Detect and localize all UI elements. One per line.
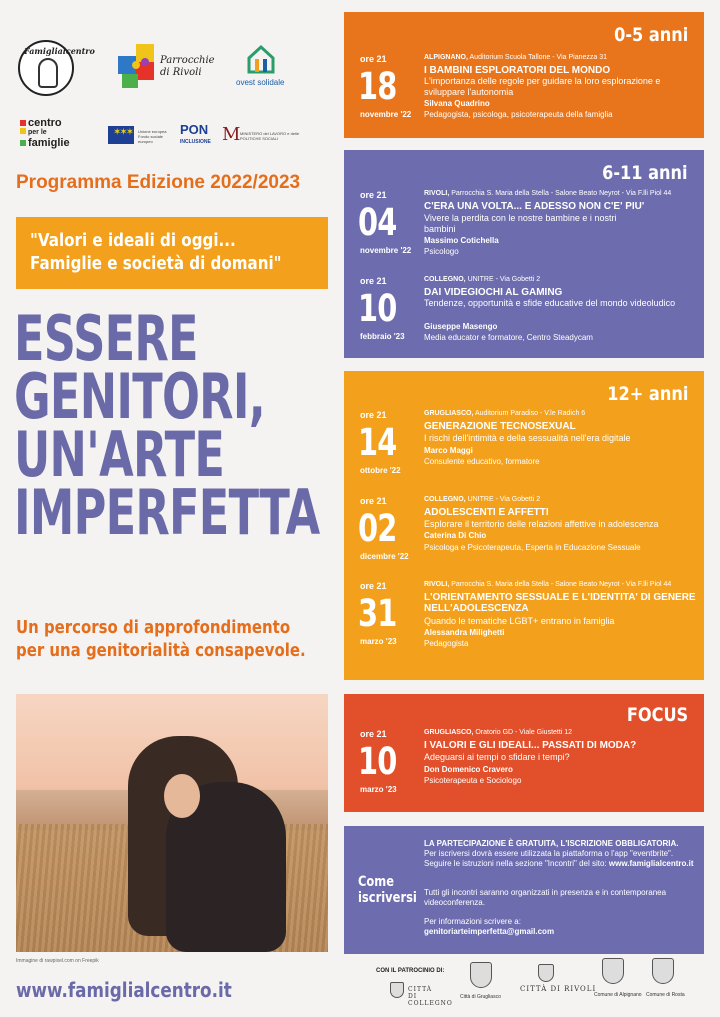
event-place: RIVOLI, Parrocchia S. Maria della Stella - Salone Beato Neyrot - Via F.lli Piol 44 <box>424 581 672 588</box>
section-0-5-anni <box>344 12 704 138</box>
event-title: GENERAZIONE TECNOSEXUAL <box>424 421 576 432</box>
event-speaker-role: Psicologo <box>424 247 459 256</box>
event-speaker: Alessandra Milighetti <box>424 628 505 637</box>
event-place: GRUGLIASCO, Oratorio GD - Viale Giustetti 12 <box>424 729 573 736</box>
ovest-solidale-label: ovest solidale <box>236 78 285 87</box>
event-speaker: Massimo Cotichella <box>424 236 499 245</box>
event-speaker: Caterina Di Chio <box>424 531 487 540</box>
event-description: Tendenze, opportunità e sfide educative del mondo videoludico <box>424 298 676 308</box>
collegno-coat-of-arms-icon <box>390 982 404 998</box>
event-title: ADOLESCENTI E AFFETTI <box>424 507 549 518</box>
event-description: Esplorare il territorio delle relazioni affettive in adolescenza <box>424 519 659 529</box>
event-time: ore 21 <box>360 729 387 739</box>
event-time: ore 21 <box>360 496 387 506</box>
collegno-label: CITTÀ DI COLLEGNO <box>408 986 453 1007</box>
event-place: ALPIGNANO, Auditorium Scuola Tallone - Via Pianezza 31 <box>424 54 608 61</box>
patrocinio-label: CON IL PATROCINIO DI: <box>376 968 445 974</box>
event-day: 31 <box>358 592 397 635</box>
ministero-label: MINISTERO del LAVORO e delle POLITICHE SOCIALI <box>240 131 300 141</box>
event-description: Quando le tematiche LGBT+ entrano in famiglia <box>424 616 615 626</box>
section-12-plus-anni <box>344 371 704 680</box>
event-title: I VALORI E GLI IDEALI... PASSATI DI MODA? <box>424 740 637 751</box>
section-6-11-anni <box>344 150 704 358</box>
event-place: RIVOLI, Parrocchia S. Maria della Stella - Salone Beato Neyrot - Via F.lli Piol 44 <box>424 190 672 197</box>
event-month: febbraio '23 <box>360 332 405 341</box>
registration-contact: Per informazioni scrivere a: genitoriarteimperfetta@gmail.com <box>424 917 555 936</box>
event-month: novembre '22 <box>360 110 412 119</box>
event-day: 10 <box>358 740 397 783</box>
event-day: 04 <box>358 201 397 244</box>
famiglialcentro-logo-text: Famiglialcentro <box>24 46 95 56</box>
section-title: 0-5 anni <box>613 24 688 46</box>
event-speaker: Marco Maggi <box>424 446 473 455</box>
event-time: ore 21 <box>360 54 387 64</box>
parrocchie-logo-label: Parrocchie di Rivoli <box>160 55 215 78</box>
section-title: FOCUS <box>626 704 688 726</box>
event-time: ore 21 <box>360 190 387 200</box>
eu-flag-icon: ✶✶✶ <box>108 126 134 144</box>
event-month: marzo '23 <box>360 637 397 646</box>
photo-credit: Immagine di rawpixel.com on Freepik <box>16 958 99 964</box>
event-speaker-role: Psicoterapeuta e Sociologo <box>424 776 522 785</box>
event-title: I BAMBINI ESPLORATORI DEL MONDO <box>424 65 611 76</box>
event-day: 02 <box>358 507 397 550</box>
grugliasco-coat-of-arms-icon <box>470 962 492 988</box>
registration-email-link[interactable]: genitoriarteimperfetta@gmail.com <box>424 927 555 936</box>
event-speaker-role: Media educator e formatore, Centro Steadycam <box>424 333 593 342</box>
event-place: GRUGLIASCO, Auditorium Paradiso - V.le Radich 6 <box>424 410 586 417</box>
event-description: I rischi dell'intimità e della sessualità nell'era digitale <box>424 433 631 443</box>
registration-website-link[interactable]: www.famiglialcentro.it <box>608 859 694 868</box>
grugliasco-label: Città di Grugliasco <box>460 994 501 1000</box>
famiglialcentro-logo <box>18 40 95 96</box>
hugging-couple-photo <box>16 694 328 952</box>
event-day: 14 <box>358 421 397 464</box>
event-day: 10 <box>358 287 397 330</box>
section-focus <box>344 694 704 812</box>
registration-modality: Tutti gli incontri saranno organizzati in presenza e in contemporanea videoconferenza. <box>424 888 667 907</box>
event-place: COLLEGNO, UNITRE - Via Gobetti 2 <box>424 276 541 283</box>
centro-per-le-famiglie-logo: centro per le famiglie <box>20 118 70 148</box>
event-title: L'ORIENTAMENTO SESSUALE E L'IDENTITA' DI GENERE NELL'ADOLESCENZA <box>424 592 696 614</box>
ovest-solidale-house-icon <box>246 44 276 74</box>
event-speaker-role: Pedagogista <box>424 639 469 648</box>
section-title: 12+ anni <box>606 383 688 405</box>
event-month: novembre '22 <box>360 246 412 255</box>
rosta-label: Comune di Rosta <box>646 992 685 998</box>
subtitle: Un percorso di approfondimento per una genitorialità consapevole. <box>16 617 306 661</box>
eu-label: Unione europea Fondo sociale europeo <box>138 129 167 144</box>
registration-box <box>344 826 704 954</box>
pon-inclusione-logo: PON INCLUSIONE <box>180 122 211 145</box>
ministero-logo-icon: M <box>222 124 241 145</box>
event-speaker: Don Domenico Cravero <box>424 765 513 774</box>
registration-info: LA PARTECIPAZIONE È GRATUITA, L'ISCRIZIONE OBBLIGATORIA. Per iscriversi dovrà essere utilizzata la piattaforma o l'app "eventbrite". Seguire le istruzioni nella sezione "Incontri" del sito: www.famiglialcentro.it <box>424 839 694 868</box>
event-month: ottobre '22 <box>360 466 401 475</box>
event-speaker: Giuseppe Masengo <box>424 322 498 331</box>
rivoli-coat-of-arms-icon <box>538 964 554 982</box>
programma-heading: Programma Edizione 2022/2023 <box>16 172 301 193</box>
event-description: L'importanza delle regole per guidare la loro esplorazione e sviluppare l'autonomia <box>424 76 661 97</box>
event-time: ore 21 <box>360 410 387 420</box>
event-place: COLLEGNO, UNITRE - Via Gobetti 2 <box>424 496 541 503</box>
event-speaker-role: Pedagogista, psicologa, psicoterapeuta della famiglia <box>424 110 613 119</box>
rivoli-label: CITTÀ DI RIVOLI <box>520 985 597 993</box>
event-speaker: Silvana Quadrino <box>424 99 490 108</box>
event-time: ore 21 <box>360 581 387 591</box>
section-title: 6-11 anni <box>602 162 688 184</box>
website-link[interactable]: www.famiglialcentro.it <box>16 978 232 1002</box>
event-day: 18 <box>358 65 397 108</box>
event-description: Adeguarsi ai tempi o sfidare i tempi? <box>424 752 570 762</box>
event-time: ore 21 <box>360 276 387 286</box>
alpignano-label: Comune di Alpignano <box>594 992 642 998</box>
event-speaker-role: Consulente educativo, formatore <box>424 457 540 466</box>
event-description: Vivere la perdita con le nostre bambine e i nostri bambini <box>424 213 617 234</box>
alpignano-coat-of-arms-icon <box>602 958 624 984</box>
event-title: DAI VIDEGIOCHI AL GAMING <box>424 287 563 298</box>
event-title: C'ERA UNA VOLTA... E ADESSO NON C'E' PIU' <box>424 201 645 212</box>
rosta-coat-of-arms-icon <box>652 958 674 984</box>
event-speaker-role: Psicologa e Psicoterapeuta, Esperta in Educazione Sessuale <box>424 543 641 552</box>
event-month: dicembre '22 <box>360 552 409 561</box>
main-title: ESSERE GENITORI, UN'ARTE IMPERFETTA <box>14 302 320 549</box>
event-month: marzo '23 <box>360 785 397 794</box>
quote-text: "Valori e ideali di oggi... Famiglie e società di domani" <box>30 230 282 274</box>
registration-label: Come iscriversi <box>358 874 417 906</box>
